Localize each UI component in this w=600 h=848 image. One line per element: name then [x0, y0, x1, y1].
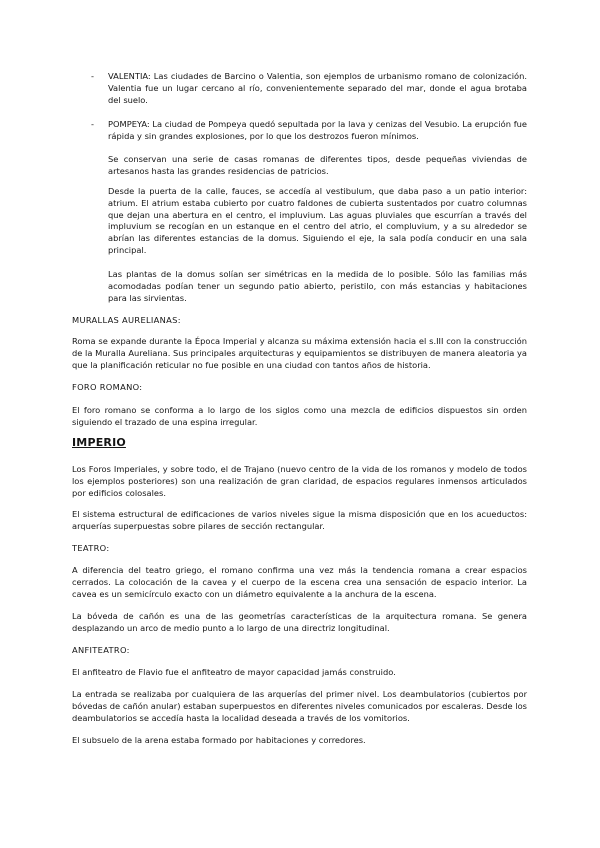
pompeya-paragraph: Desde la puerta de la calle, fauces, se accedía al vestibulum, que daba paso a un patio interior: atrium. El atrium estaba cubierto por cuatro faldones de cubierta sustentados por cuatro columnas que dejan una abertura en el centro, el impluvium. Las aguas pluviales que escurrían a través del impluvium se recogían en un estanque en el centro del atrio, el compluvium, y a su alrededor se abrían las diferentes estancias de la domus. Siguiendo el eje, la sala podía conducir en una sala principal. — [108, 186, 527, 255]
bullet-dash: - — [91, 119, 94, 129]
section-heading-teatro: TEATRO: — [72, 543, 110, 553]
bullet-text: POMPEYA: La ciudad de Pompeya quedó sepultada por la lava y cenizas del Vesubio. La erupción fue rápida y sin grandes explosiones, por lo que los destrozos fueron mínimos. — [108, 119, 527, 141]
anfiteatro-paragraph: El subsuelo de la arena estaba formado por habitaciones y corredores. — [72, 735, 366, 745]
bullet-dash: - — [91, 71, 94, 81]
section-heading-imperio: IMPERIO — [72, 436, 126, 449]
bullet-text: VALENTIA: Las ciudades de Barcino o Valentia, son ejemplos de urbanismo romano de colonización. Valentia fue un lugar cercano al río, convenientemente separado del mar, donde el agua brotaba del suelo. — [108, 71, 527, 105]
pompeya-paragraph: Se conservan una serie de casas romanas de diferentes tipos, desde pequeñas viviendas de artesanos hasta las grandes residencias de patricios. — [108, 154, 527, 176]
foro-paragraph: El foro romano se conforma a lo largo de los siglos como una mezcla de edificios dispuestos sin orden siguiendo el trazado de una espina irregular. — [72, 405, 527, 427]
anfiteatro-paragraph: El anfiteatro de Flavio fue el anfiteatro de mayor capacidad jamás construido. — [72, 667, 396, 677]
pompeya-paragraph: Las plantas de la domus solían ser simétricas en la medida de lo posible. Sólo las familias más acomodadas podían tener un segundo patio abierto, peristilo, con más estancias y habitaciones para las sirvientas. — [108, 269, 527, 303]
murallas-paragraph: Roma se expande durante la Época Imperial y alcanza su máxima extensión hacia el s.III con la construcción de la Muralla Aureliana. Sus principales arquitecturas y equipamientos se distribuyen de manera aleatoria ya que la planificación reticular no fue posible en una ciudad con tantos años de historia. — [72, 336, 527, 370]
bullet-pompeya — [91, 119, 527, 143]
section-heading-murallas: MURALLAS AURELIANAS: — [72, 315, 181, 325]
bullet-valentia — [91, 71, 527, 106]
section-heading-anfiteatro: ANFITEATRO: — [72, 645, 130, 655]
teatro-paragraph: La bóveda de cañón es una de las geometrías características de la arquitectura romana. Se genera desplazando un arco de medio punto a lo largo de una directriz longitudinal. — [72, 611, 527, 633]
anfiteatro-paragraph: La entrada se realizaba por cualquiera de las arquerías del primer nivel. Los deambulatorios (cubiertos por bóvedas de cañón anular) estaban superpuestos en diferentes niveles comunicados por escaleras. Desde los deambulatorios se accedía hasta la localidad deseada a través de los vomitorios. — [72, 689, 527, 723]
imperio-paragraph: Los Foros Imperiales, y sobre todo, el de Trajano (nuevo centro de la vida de los romanos y modelo de todos los ejemplos posteriores) son una realización de gran claridad, de espacios regulares inmensos articulados por edificios colosales. — [72, 464, 527, 498]
teatro-paragraph: A diferencia del teatro griego, el romano confirma una vez más la tendencia romana a crear espacios cerrados. La colocación de la cavea y el cuerpo de la escena crea una sensación de espacio interior. La cavea es un semicírculo exacto con un diámetro equivalente a la anchura de la escena. — [72, 565, 527, 599]
section-heading-foro: FORO ROMANO: — [72, 382, 143, 392]
imperio-paragraph: El sistema estructural de edificaciones de varios niveles sigue la misma disposición que en los acueductos: arquerías superpuestas sobre pilares de sección rectangular. — [72, 509, 527, 531]
